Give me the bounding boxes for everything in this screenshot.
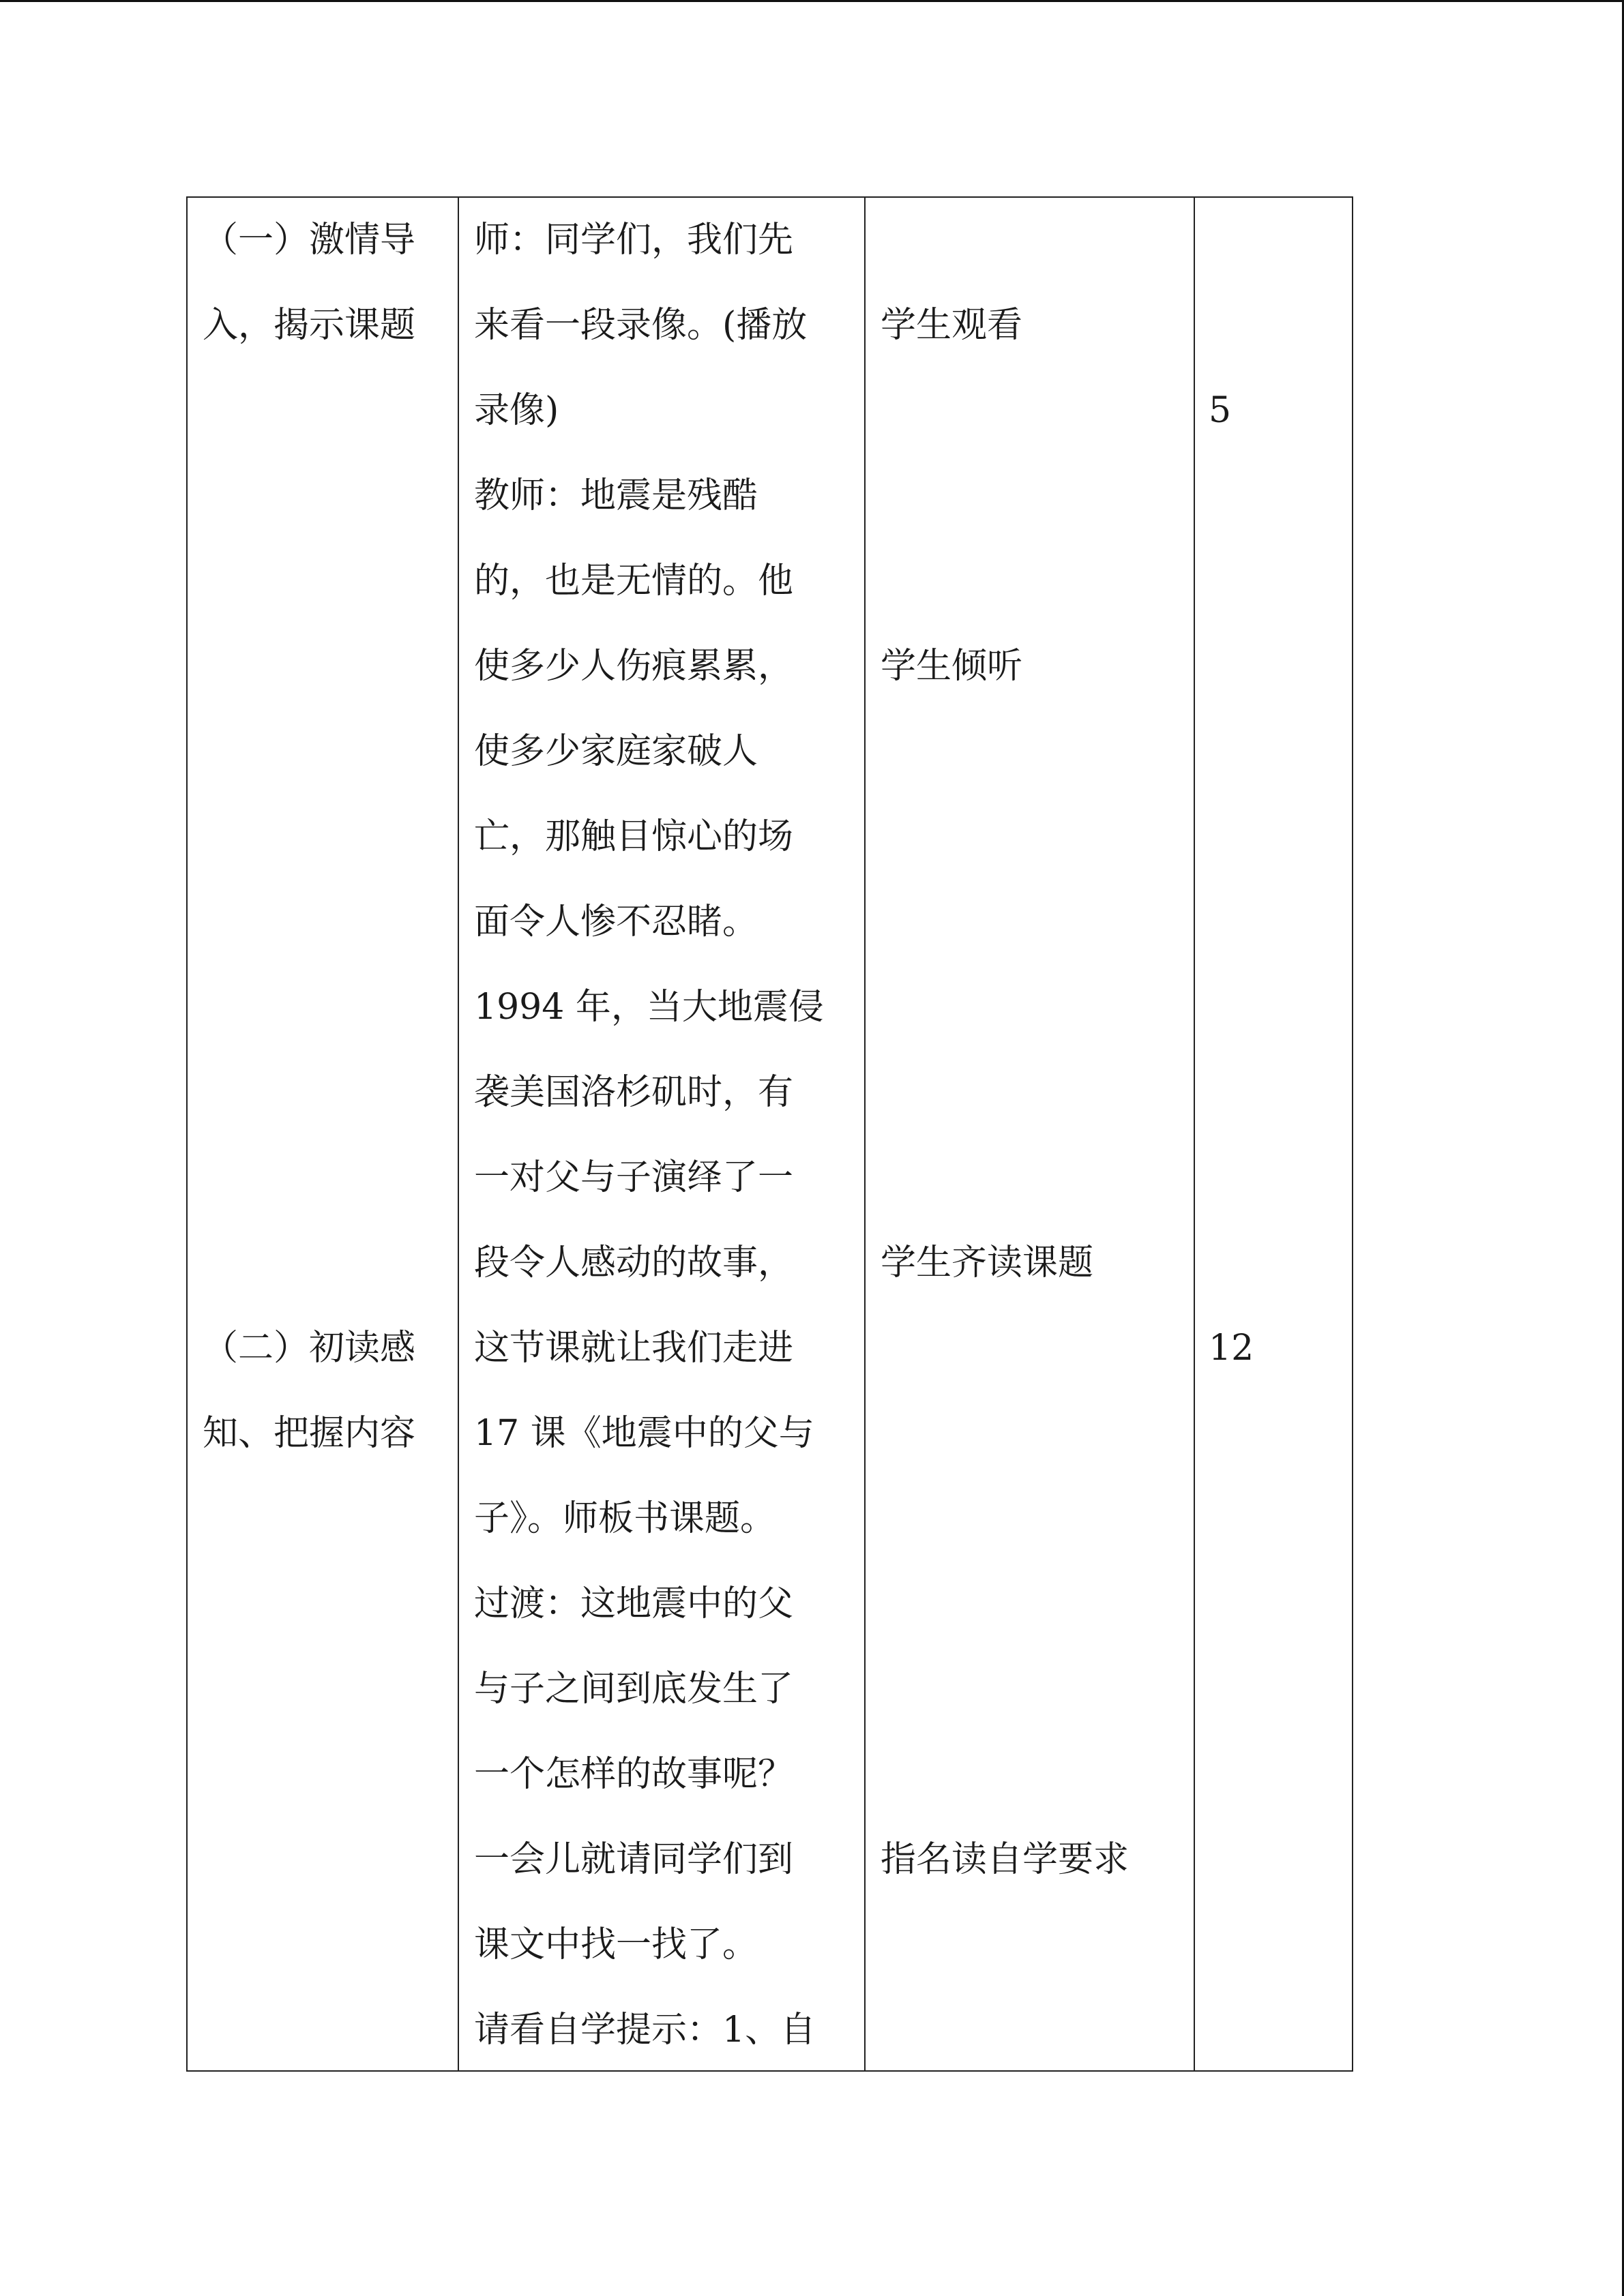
column-divider [458, 198, 459, 2070]
column-divider [1194, 198, 1195, 2070]
time-minutes-value: 5 [1209, 390, 1232, 431]
student-activity-text: 学生观看 [881, 305, 1023, 346]
teacher-text-line: 录像) [474, 390, 559, 431]
teacher-text-line: 请看自学提示：1、自 [474, 2010, 816, 2051]
teacher-text-line: 使多少家庭家破人 [474, 731, 758, 772]
teacher-text-line: 袭美国洛杉矶时，有 [474, 1072, 794, 1113]
student-activity-text: 学生倾听 [881, 646, 1023, 687]
stage-label-line: （一）激情导 [203, 220, 416, 260]
teacher-text-line: 17 课《地震中的父与 [474, 1413, 814, 1454]
stage-label-line: 入，揭示课题 [203, 305, 416, 346]
teacher-text-line: 段令人感动的故事， [474, 1242, 794, 1283]
teacher-text-line: 一会儿就请同学们到 [474, 1839, 794, 1880]
teacher-text-line: 课文中找一找了。 [474, 1924, 758, 1965]
student-activity-text: 学生齐读课题 [881, 1242, 1094, 1283]
teacher-text-line: 亡，那触目惊心的场 [474, 816, 794, 857]
teacher-text-line: 面令人惨不忍睹。 [474, 901, 758, 942]
teacher-text-line: 一对父与子演绎了一 [474, 1157, 794, 1198]
column-divider [864, 198, 866, 2070]
stage-label-line: 知、把握内容 [203, 1413, 416, 1454]
teacher-text-line: 过渡：这地震中的父 [474, 1583, 794, 1624]
teacher-text-line: 师：同学们，我们先 [474, 220, 794, 260]
teacher-text-line: 一个怎样的故事呢？ [474, 1754, 794, 1795]
stage-label-line: （二）初读感 [203, 1328, 416, 1369]
teacher-text-line: 子》。师板书课题。 [474, 1498, 776, 1539]
teacher-text-line: 教师：地震是残酷 [474, 475, 758, 516]
teacher-text-line: 使多少人伤痕累累， [474, 646, 794, 687]
time-minutes-value: 12 [1209, 1328, 1254, 1369]
student-activity-text: 指名读自学要求 [881, 1839, 1130, 1880]
teacher-text-line: 这节课就让我们走进 [474, 1328, 794, 1369]
teacher-text-line: 的，也是无情的。他 [474, 561, 794, 601]
lesson-plan-table [186, 196, 1353, 2072]
page-top-border [0, 0, 1624, 2]
teacher-text-line: 1994 年，当大地震侵 [474, 987, 824, 1028]
teacher-text-line: 来看一段录像。(播放 [474, 305, 808, 346]
teacher-text-line: 与子之间到底发生了 [474, 1669, 794, 1710]
